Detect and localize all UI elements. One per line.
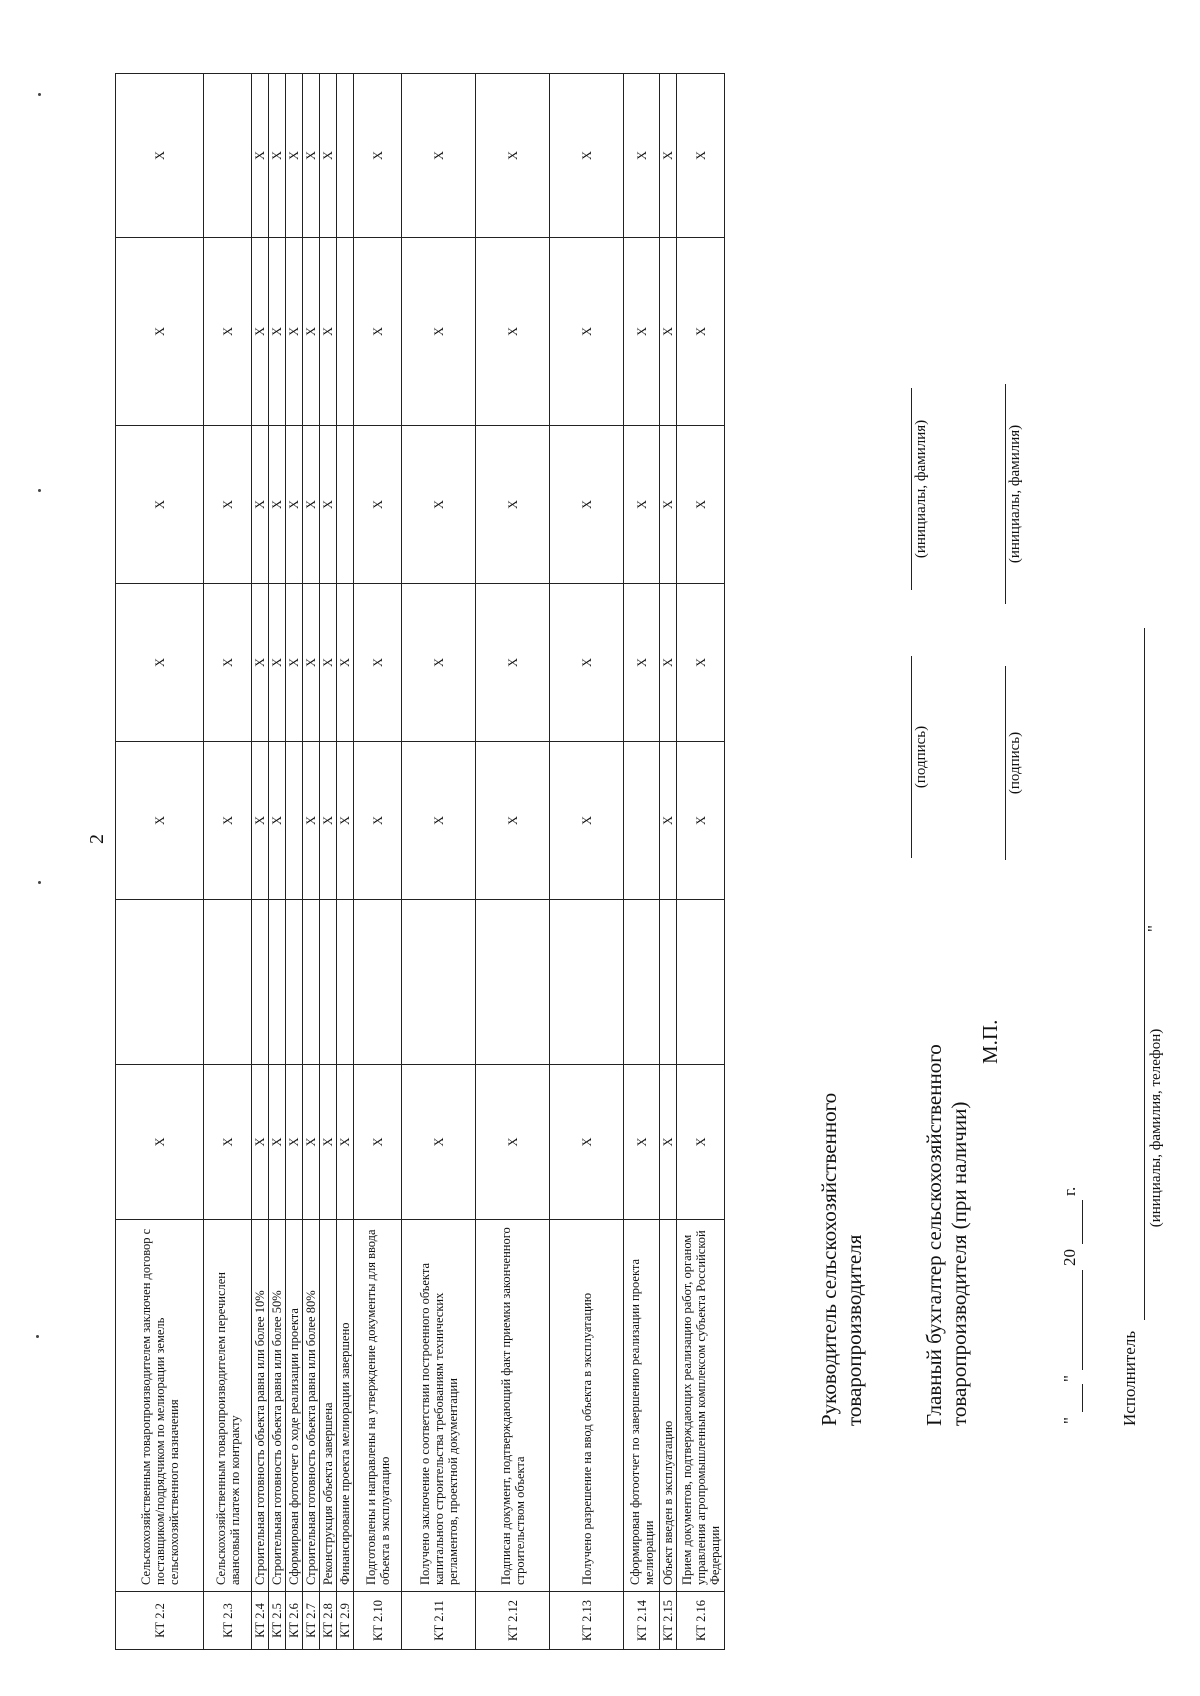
checkpoint-mark-cell xyxy=(286,742,303,900)
checkpoint-mark-cell: Х xyxy=(550,1065,624,1220)
checkpoint-mark-cell: Х xyxy=(660,584,677,742)
checkpoint-mark-cell xyxy=(252,900,269,1065)
table-row xyxy=(624,74,660,1650)
checkpoint-mark-cell: Х xyxy=(550,584,624,742)
checkpoint-mark-cell: Х xyxy=(116,584,204,742)
checkpoint-mark-cell: Х xyxy=(660,74,677,238)
scan-speck xyxy=(38,489,41,492)
checkpoint-mark-cell: Х xyxy=(677,238,725,426)
checkpoint-code: КТ 2.2 xyxy=(116,1592,204,1650)
page-number: 2 xyxy=(86,834,108,844)
table-row xyxy=(677,74,725,1650)
checkpoint-code: КТ 2.9 xyxy=(337,1592,354,1650)
executor-caption: (инициалы, фамилия, телефон) xyxy=(1148,1028,1164,1228)
checkpoint-mark-cell: Х xyxy=(204,584,252,742)
checkpoint-mark-cell xyxy=(204,74,252,238)
checkpoint-mark-cell: Х xyxy=(476,584,550,742)
executor-label: Исполнитель xyxy=(1120,1330,1139,1426)
checkpoint-mark-cell: Х xyxy=(476,74,550,238)
checkpoint-mark-cell: Х xyxy=(550,742,624,900)
checkpoint-mark-cell: Х xyxy=(286,238,303,426)
table-row xyxy=(354,74,402,1650)
date-year-line[interactable] xyxy=(1082,1200,1083,1244)
checkpoint-mark-cell: Х xyxy=(269,426,286,584)
checkpoint-mark-cell: Х xyxy=(252,74,269,238)
checkpoint-mark-cell: Х xyxy=(303,742,320,900)
checkpoint-mark-cell: Х xyxy=(116,74,204,238)
checkpoint-mark-cell xyxy=(402,900,476,1065)
checkpoint-mark-cell: Х xyxy=(303,1065,320,1220)
checkpoint-mark-cell: Х xyxy=(269,584,286,742)
checkpoint-mark-cell: Х xyxy=(402,584,476,742)
table-row xyxy=(660,74,677,1650)
checkpoint-mark-cell: Х xyxy=(660,742,677,900)
checkpoint-mark-cell xyxy=(337,426,354,584)
checkpoint-mark-cell: Х xyxy=(320,426,337,584)
checkpoint-mark-cell: Х xyxy=(624,584,660,742)
checkpoint-mark-cell: Х xyxy=(269,742,286,900)
checkpoint-description: Получено разрешение на ввод объекта в эксплуатацию xyxy=(550,1220,624,1592)
checkpoint-code: КТ 2.8 xyxy=(320,1592,337,1650)
checkpoint-mark-cell: Х xyxy=(269,74,286,238)
checkpoint-mark-cell: Х xyxy=(252,742,269,900)
table-row xyxy=(550,74,624,1650)
checkpoint-mark-cell: Х xyxy=(677,426,725,584)
seal-label: М.П. xyxy=(978,1019,1002,1064)
checkpoint-mark-cell: Х xyxy=(550,238,624,426)
checkpoint-mark-cell: Х xyxy=(402,426,476,584)
table-row xyxy=(286,74,303,1650)
head-signature-line[interactable] xyxy=(911,656,912,858)
checkpoint-mark-cell: Х xyxy=(402,74,476,238)
checkpoint-description: Сельскохозяйственным товаропроизводителем заключен договор с поставщиком/подрядчиком по мелиорации земель сельскохозяйственного назначения xyxy=(116,1220,204,1592)
checkpoint-mark-cell xyxy=(337,900,354,1065)
checkpoint-description: Прием документов, подтверждающих реализацию работ, органом управления агропромышленным комплексом субъекта Российской Федерации xyxy=(677,1220,725,1592)
checkpoint-mark-cell xyxy=(269,900,286,1065)
accountant-name-line[interactable] xyxy=(1005,384,1006,604)
checkpoint-mark-cell: Х xyxy=(354,742,402,900)
date-open-quote: " xyxy=(1060,1417,1079,1424)
checkpoint-mark-cell: Х xyxy=(116,238,204,426)
executor-line[interactable] xyxy=(1144,628,1145,1320)
checkpoint-mark-cell: Х xyxy=(269,1065,286,1220)
checkpoint-mark-cell: Х xyxy=(303,426,320,584)
table-row xyxy=(303,74,320,1650)
checkpoint-mark-cell xyxy=(320,900,337,1065)
checkpoint-mark-cell: Х xyxy=(320,1065,337,1220)
accountant-signature-line[interactable] xyxy=(1005,666,1006,860)
checkpoint-mark-cell: Х xyxy=(320,238,337,426)
head-name-line[interactable] xyxy=(911,388,912,590)
checkpoint-mark-cell: Х xyxy=(660,1065,677,1220)
checkpoint-mark-cell: Х xyxy=(402,238,476,426)
checkpoint-mark-cell xyxy=(677,900,725,1065)
checkpoint-description: Сельскохозяйственным товаропроизводителем перечислен авансовый платеж по контракту xyxy=(204,1220,252,1592)
checkpoint-mark-cell: Х xyxy=(677,742,725,900)
date-day-line[interactable] xyxy=(1082,1384,1083,1412)
checkpoint-mark-cell: Х xyxy=(204,1065,252,1220)
checkpoint-code: КТ 2.16 xyxy=(677,1592,725,1650)
checkpoint-mark-cell: Х xyxy=(624,238,660,426)
checkpoint-mark-cell: Х xyxy=(476,426,550,584)
executor-close-quote: " xyxy=(1144,925,1163,932)
checkpoint-mark-cell xyxy=(354,900,402,1065)
checkpoint-mark-cell: Х xyxy=(286,74,303,238)
checkpoint-mark-cell: Х xyxy=(286,584,303,742)
checkpoint-code: КТ 2.5 xyxy=(269,1592,286,1650)
checkpoint-mark-cell xyxy=(624,900,660,1065)
checkpoint-mark-cell: Х xyxy=(660,426,677,584)
head-label: Руководитель сельскохозяйственного товаропроизводителя xyxy=(817,1092,867,1426)
checkpoint-mark-cell: Х xyxy=(320,74,337,238)
checkpoint-mark-cell: Х xyxy=(204,238,252,426)
head-name-caption: (инициалы, фамилия) xyxy=(913,419,929,559)
checkpoint-code: КТ 2.15 xyxy=(660,1592,677,1650)
checkpoint-mark-cell xyxy=(286,900,303,1065)
chief-accountant-label: Главный бухгалтер сельскохозяйственного товаропроизводителя (при наличии) xyxy=(922,1044,972,1426)
checkpoint-code: КТ 2.7 xyxy=(303,1592,320,1650)
checkpoint-mark-cell: Х xyxy=(337,742,354,900)
checkpoint-description: Получено заключение о соответствии построенного объекта капитального строительства требованиям технических регламентов, проектной документации xyxy=(402,1220,476,1592)
checkpoint-mark-cell: Х xyxy=(204,426,252,584)
checkpoint-mark-cell xyxy=(303,900,320,1065)
checkpoint-description: Сформирован фотоотчет о ходе реализации проекта xyxy=(286,1220,303,1592)
checkpoint-description: Реконструкция объекта завершена xyxy=(320,1220,337,1592)
scan-speck xyxy=(36,1335,39,1338)
checkpoint-mark-cell xyxy=(476,900,550,1065)
checkpoint-description: Подписан документ, подтверждающий факт приемки законченного строительством объекта xyxy=(476,1220,550,1592)
checkpoint-description: Строительная готовность объекта равна или более 10% xyxy=(252,1220,269,1592)
checkpoint-mark-cell: Х xyxy=(624,1065,660,1220)
date-suffix: г. xyxy=(1060,1186,1079,1196)
checkpoint-mark-cell: Х xyxy=(550,74,624,238)
scan-speck xyxy=(38,881,41,884)
table-row xyxy=(252,74,269,1650)
checkpoints-table xyxy=(115,73,725,1650)
checkpoint-mark-cell: Х xyxy=(337,1065,354,1220)
checkpoint-mark-cell: Х xyxy=(286,1065,303,1220)
checkpoint-mark-cell: Х xyxy=(337,584,354,742)
checkpoint-mark-cell: Х xyxy=(252,1065,269,1220)
checkpoint-code: КТ 2.12 xyxy=(476,1592,550,1650)
checkpoint-mark-cell: Х xyxy=(252,426,269,584)
accountant-signature-caption: (подпись) xyxy=(1007,731,1023,795)
checkpoint-mark-cell xyxy=(660,900,677,1065)
checkpoint-mark-cell: Х xyxy=(354,584,402,742)
checkpoint-mark-cell: Х xyxy=(269,238,286,426)
table-row xyxy=(476,74,550,1650)
checkpoint-mark-cell: Х xyxy=(476,742,550,900)
checkpoint-mark-cell: Х xyxy=(116,742,204,900)
table-row xyxy=(320,74,337,1650)
checkpoint-mark-cell: Х xyxy=(320,742,337,900)
checkpoint-mark-cell: Х xyxy=(354,238,402,426)
checkpoint-mark-cell: Х xyxy=(550,426,624,584)
checkpoint-mark-cell xyxy=(550,900,624,1065)
checkpoint-mark-cell: Х xyxy=(116,1065,204,1220)
checkpoint-mark-cell: Х xyxy=(624,426,660,584)
checkpoint-mark-cell: Х xyxy=(402,742,476,900)
checkpoint-mark-cell: Х xyxy=(204,742,252,900)
table-row xyxy=(116,74,204,1650)
checkpoint-mark-cell: Х xyxy=(476,1065,550,1220)
checkpoint-description: Сформирован фотоотчет по завершению реализации проекта мелиорации xyxy=(624,1220,660,1592)
checkpoint-description: Объект введен в эксплуатацию xyxy=(660,1220,677,1592)
checkpoint-mark-cell: Х xyxy=(402,1065,476,1220)
checkpoint-mark-cell: Х xyxy=(303,74,320,238)
checkpoint-description: Строительная готовность объекта равна или более 80% xyxy=(303,1220,320,1592)
checkpoint-description: Строительная готовность объекта равна или более 50% xyxy=(269,1220,286,1592)
checkpoint-mark-cell xyxy=(204,900,252,1065)
checkpoint-mark-cell: Х xyxy=(677,584,725,742)
checkpoint-code: КТ 2.6 xyxy=(286,1592,303,1650)
checkpoint-mark-cell: Х xyxy=(354,74,402,238)
checkpoint-mark-cell: Х xyxy=(476,238,550,426)
checkpoint-code: КТ 2.3 xyxy=(204,1592,252,1650)
accountant-name-caption: (инициалы, фамилия) xyxy=(1007,424,1023,564)
date-year-prefix: 20 xyxy=(1060,1249,1079,1266)
checkpoint-code: КТ 2.10 xyxy=(354,1592,402,1650)
checkpoint-mark-cell: Х xyxy=(677,1065,725,1220)
checkpoint-mark-cell xyxy=(624,742,660,900)
checkpoint-description: Подготовлены и направлены на утверждение документы для ввода объекта в эксплуатацию xyxy=(354,1220,402,1592)
head-signature-caption: (подпись) xyxy=(913,725,929,789)
checkpoint-mark-cell: Х xyxy=(116,426,204,584)
checkpoint-description: Финансирование проекта мелиорации завершено xyxy=(337,1220,354,1592)
table-row xyxy=(269,74,286,1650)
checkpoint-mark-cell: Х xyxy=(624,74,660,238)
checkpoint-mark-cell: Х xyxy=(252,238,269,426)
date-close-quote: " xyxy=(1060,1375,1079,1382)
checkpoint-mark-cell: Х xyxy=(303,584,320,742)
checkpoint-mark-cell: Х xyxy=(354,1065,402,1220)
checkpoint-mark-cell: Х xyxy=(303,238,320,426)
table-row xyxy=(337,74,354,1650)
checkpoint-mark-cell: Х xyxy=(320,584,337,742)
checkpoint-mark-cell: Х xyxy=(252,584,269,742)
table-row xyxy=(204,74,252,1650)
date-month-line[interactable] xyxy=(1082,1270,1083,1370)
checkpoint-mark-cell: Х xyxy=(660,238,677,426)
table-row xyxy=(402,74,476,1650)
checkpoint-code: КТ 2.11 xyxy=(402,1592,476,1650)
checkpoint-mark-cell xyxy=(337,74,354,238)
checkpoint-mark-cell: Х xyxy=(354,426,402,584)
checkpoint-code: КТ 2.14 xyxy=(624,1592,660,1650)
checkpoint-code: КТ 2.13 xyxy=(550,1592,624,1650)
checkpoint-mark-cell xyxy=(116,900,204,1065)
checkpoint-code: КТ 2.4 xyxy=(252,1592,269,1650)
scan-speck xyxy=(38,93,41,96)
checkpoint-mark-cell xyxy=(337,238,354,426)
checkpoint-mark-cell: Х xyxy=(677,74,725,238)
checkpoint-mark-cell: Х xyxy=(286,426,303,584)
